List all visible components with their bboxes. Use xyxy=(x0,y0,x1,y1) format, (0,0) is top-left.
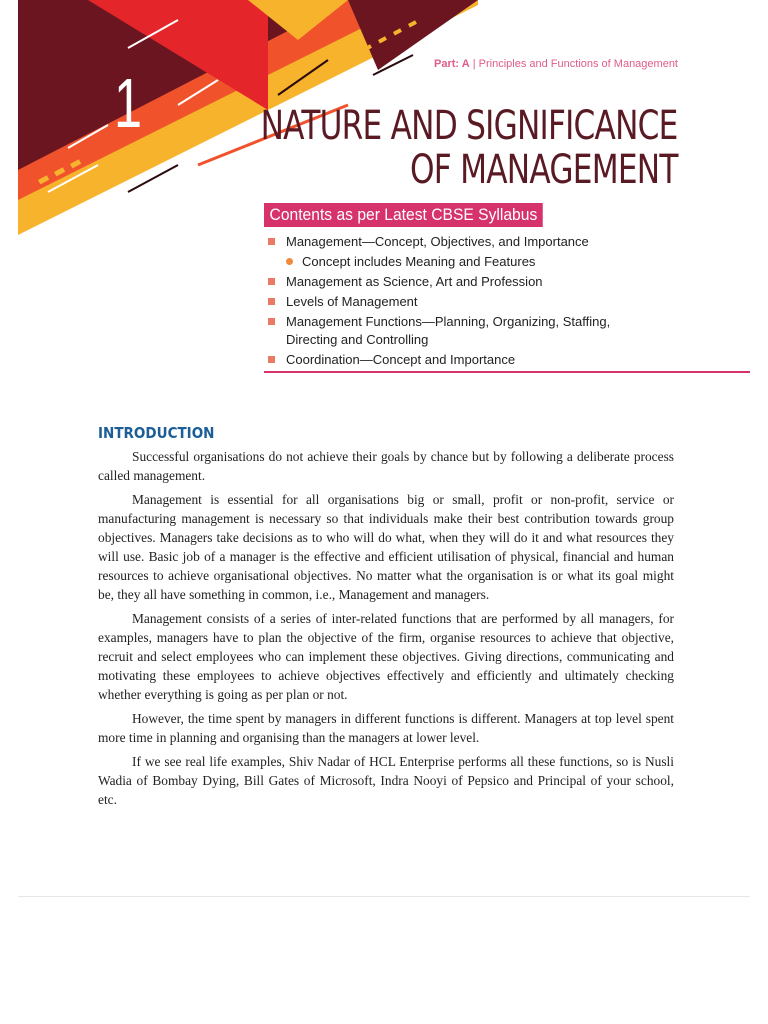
contents-item: Levels of Management xyxy=(264,293,750,311)
contents-item: Coordination—Concept and Importance xyxy=(264,351,750,369)
part-title: Principles and Functions of Management xyxy=(478,58,678,70)
part-label-line xyxy=(434,58,678,70)
document-page xyxy=(18,0,750,897)
introduction-heading: INTRODUCTION xyxy=(98,424,215,442)
part-separator: | xyxy=(472,58,476,70)
intro-paragraph: Management consists of a series of inter-related functions that are performed by all managers, for examples, managers have to plan the objective of the firm, organise resources to achieve that objective, recruit and select employees who can implement these objectives. Giving directions, communicating and motivating these employees to achieve objectives effectively and efficiently and ultimately checking whether everything is going as per plan or not. xyxy=(98,611,674,702)
intro-paragraph: If we see real life examples, Shiv Nadar of HCL Enterprise performs all these functions, so is Nusli Wadia of Bombay Dying, Bill Gates of Microsoft, Indra Nooyi of Pepsico and Principal of your school, etc. xyxy=(98,754,674,807)
introduction-body xyxy=(98,447,674,814)
chapter-number: 1 xyxy=(114,64,143,142)
part-label: Part: A xyxy=(434,58,470,70)
intro-paragraph: However, the time spent by managers in different functions is different. Managers at top level spent more time in planning and organising than the managers at lower level. xyxy=(98,711,674,745)
intro-paragraph: Management is essential for all organisations big or small, profit or non-profit, service or manufacturing management is necessary so that individuals make their best contribution towards group objectives. Managers take decisions as to who will do what, when they will do it and what resources they will use. Basic job of a manager is the effective and efficient utilisation of physical, financial and human resources to achieve organisational objectives. No matter what the organisation is or what its goal might be, they all have something in common, i.e., Management and managers. xyxy=(98,492,674,602)
syllabus-contents-box xyxy=(264,203,750,373)
contents-item: Management Functions—Planning, Organizing, Staffing, Directing and Controlling xyxy=(264,313,626,349)
chapter-title-line-2: OF MANAGEMENT xyxy=(410,147,678,193)
square-bullet-icon xyxy=(268,238,275,245)
contents-item: Management—Concept, Objectives, and Importance xyxy=(264,233,750,251)
contents-heading: Contents as per Latest CBSE Syllabus xyxy=(264,203,543,227)
square-bullet-icon xyxy=(268,356,275,363)
chapter-title-line-1: NATURE AND SIGNIFICANCE xyxy=(261,103,678,149)
square-bullet-icon xyxy=(268,278,275,285)
square-bullet-icon xyxy=(268,318,275,325)
contents-list xyxy=(264,233,750,369)
square-bullet-icon xyxy=(268,298,275,305)
chapter-title xyxy=(261,104,678,192)
round-bullet-icon xyxy=(286,258,293,265)
contents-subitem: Concept includes Meaning and Features xyxy=(264,253,750,271)
intro-paragraph: Successful organisations do not achieve their goals by chance but by following a deliberate process called management. xyxy=(98,449,674,483)
contents-item: Management as Science, Art and Profession xyxy=(264,273,750,291)
